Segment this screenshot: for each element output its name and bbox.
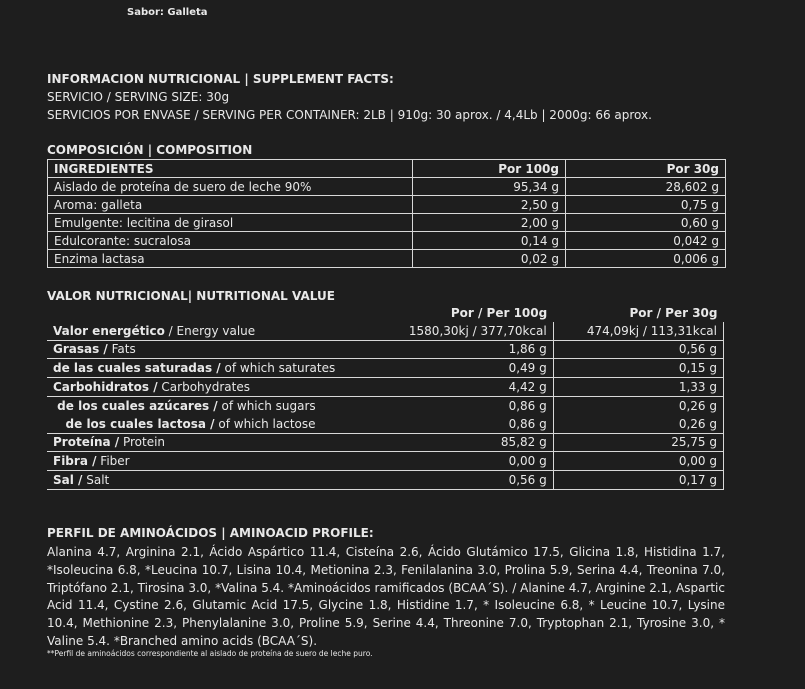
table-row <box>48 178 726 196</box>
ingredient-per-100g: 95,34 g <box>413 178 566 196</box>
nutrient-label <box>47 452 341 471</box>
nutrient-label <box>47 340 341 359</box>
table-row <box>47 452 724 471</box>
aminoacid-profile-title: PERFIL DE AMINOÁCIDOS | AMINOACID PROFILE: <box>47 526 374 540</box>
header-per-100g: Por / Per 100g <box>450 305 548 320</box>
nutrient-per-100g: 0,00 g <box>341 452 553 471</box>
nutrient-per-100g: 0,86 g <box>341 415 553 433</box>
nutrient-per-30g: 0,17 g <box>553 471 723 490</box>
table-row <box>48 232 726 250</box>
nutrient-per-100g: 0,49 g <box>341 359 553 378</box>
table-row <box>48 196 726 214</box>
nutrient-name-es: de las cuales saturadas / <box>53 361 221 376</box>
table-row <box>47 415 724 433</box>
ingredient-name: Aislado de proteína de suero de leche 90% <box>48 178 413 196</box>
aminoacid-profile-text: Alanina 4.7, Arginina 2.1, Ácido Aspártico 11.4, Cisteína 2.6, Ácido Glutámico 17.5, Glicina 1.8, Histidina 1.7, *Isoleucina 6.8, *Leucina 10.7, Lisina 10.4, Metionina 2.3, Fenilalanina 3.0, Prolina 5.9, Serina 4.4, Treonina 7.0, Triptófano 2.1, Tirosina 3.0, *Valina 5.4. *Aminoácidos ramificados (BCAA´S). / Alanine 4.7, Arginine 2.1, Aspartic Acid 11.4, Cystine 2.6, Glutamic Acid 17.5, Glycine 1.8, Histidine 1.7, * Isoleucine 6.8, * Leucine 10.7, Lysine 10.4, Methionine 2.3, Phenylalanine 3.0, Proline 5.9, Serine 4.4, Threonine 7.0, Tryptophan 2.1, Tyrosine 3.0, * Valine 5.4. *Branched amino acids (BCAA´S). <box>47 545 725 648</box>
nutrient-per-30g: 0,56 g <box>553 340 723 359</box>
nutrient-name-en: of which lactose <box>214 416 316 431</box>
nutrient-per-100g: 85,82 g <box>341 433 553 452</box>
flavor-label: Sabor: Galleta <box>127 7 208 18</box>
aminoacid-footnote: **Perfil de aminoácidos correspondiente al aislado de proteína de suero de leche puro. <box>47 649 373 658</box>
nutritional-value-title: VALOR NUTRICIONAL| NUTRITIONAL VALUE <box>47 289 335 303</box>
nutrient-per-100g: 0,56 g <box>341 471 553 490</box>
nutrient-name-es: Grasas / <box>53 342 108 357</box>
nutrient-label <box>47 471 341 490</box>
nutrient-per-30g: 0,26 g <box>553 415 723 433</box>
nutrient-per-100g: 1580,30kj / 377,70kcal <box>341 322 553 340</box>
nutrition-table <box>47 304 724 490</box>
table-row <box>48 250 726 268</box>
servings-per-container: SERVICIOS POR ENVASE / SERVING PER CONTAINER: 2LB | 910g: 30 aprox. / 4,4Lb | 2000g: 66 aprox. <box>47 108 652 122</box>
nutrient-name-es: Proteína / <box>53 435 120 450</box>
nutrient-per-30g: 474,09kj / 113,31kcal <box>553 322 723 340</box>
ingredient-per-30g: 0,60 g <box>566 214 726 232</box>
nutrient-label <box>47 433 341 452</box>
ingredient-name: Edulcorante: sucralosa <box>48 232 413 250</box>
header-ingredients: INGREDIENTES <box>48 160 413 178</box>
table-row <box>47 359 724 378</box>
nutrient-per-100g: 1,86 g <box>341 340 553 359</box>
nutrient-per-30g: 0,15 g <box>553 359 723 378</box>
table-row <box>47 378 724 397</box>
nutrient-name-en: Fats <box>107 342 136 357</box>
nutrient-name-en: Fiber <box>96 454 130 469</box>
nutrient-name-en: of which saturates <box>220 361 336 376</box>
nutrient-name-en: / Energy value <box>164 323 256 338</box>
ingredient-per-30g: 0,006 g <box>566 250 726 268</box>
nutrient-label <box>47 415 341 433</box>
table-row <box>47 322 724 340</box>
nutrient-name-es: de los cuales azúcares / <box>53 398 218 413</box>
ingredient-per-100g: 2,50 g <box>413 196 566 214</box>
ingredient-per-30g: 0,75 g <box>566 196 726 214</box>
nutrient-name-en: of which sugars <box>217 398 316 413</box>
nutrient-per-30g: 25,75 g <box>553 433 723 452</box>
composition-title: COMPOSICIÓN | COMPOSITION <box>47 143 253 157</box>
table-row <box>47 340 724 359</box>
ingredient-per-100g: 0,14 g <box>413 232 566 250</box>
nutrient-per-100g: 4,42 g <box>341 378 553 397</box>
header-spacer <box>47 304 341 322</box>
ingredient-per-100g: 2,00 g <box>413 214 566 232</box>
nutrient-name-es: Sal / <box>53 473 83 488</box>
header-per-100g: Por 100g <box>413 160 566 178</box>
nutrient-name-es: de los cuales lactosa / <box>53 416 215 431</box>
ingredient-name: Aroma: galleta <box>48 196 413 214</box>
nutrient-name-es: Carbohidratos / <box>53 380 158 395</box>
ingredient-per-30g: 0,042 g <box>566 232 726 250</box>
table-row <box>47 471 724 490</box>
table-row <box>47 396 724 414</box>
nutrient-name-en: Protein <box>119 435 166 450</box>
nutrition-header-row <box>47 304 724 322</box>
nutrient-per-30g: 1,33 g <box>553 378 723 397</box>
header-per-30g: Por / Per 30g <box>629 305 718 320</box>
ingredient-name: Enzima lactasa <box>48 250 413 268</box>
composition-header-row <box>48 160 726 178</box>
nutrient-label <box>47 322 341 340</box>
ingredient-per-30g: 28,602 g <box>566 178 726 196</box>
supplement-facts-title: INFORMACION NUTRICIONAL | SUPPLEMENT FACTS: <box>47 72 394 86</box>
composition-table <box>47 159 726 268</box>
table-row <box>48 214 726 232</box>
serving-size: SERVICIO / SERVING SIZE: 30g <box>47 90 230 104</box>
nutrient-name-en: Carbohydrates <box>157 380 250 395</box>
header-per-30g: Por 30g <box>566 160 726 178</box>
nutrient-per-100g: 0,86 g <box>341 396 553 414</box>
nutrient-label <box>47 396 341 414</box>
nutrient-per-30g: 0,00 g <box>553 452 723 471</box>
nutrient-label <box>47 378 341 397</box>
nutrient-label <box>47 359 341 378</box>
table-row <box>47 433 724 452</box>
ingredient-name: Emulgente: lecitina de girasol <box>48 214 413 232</box>
nutrient-per-30g: 0,26 g <box>553 396 723 414</box>
nutrient-name-en: Salt <box>82 473 110 488</box>
nutrient-name-es: Valor energético <box>53 323 165 338</box>
ingredient-per-100g: 0,02 g <box>413 250 566 268</box>
nutrient-name-es: Fibra / <box>53 454 97 469</box>
